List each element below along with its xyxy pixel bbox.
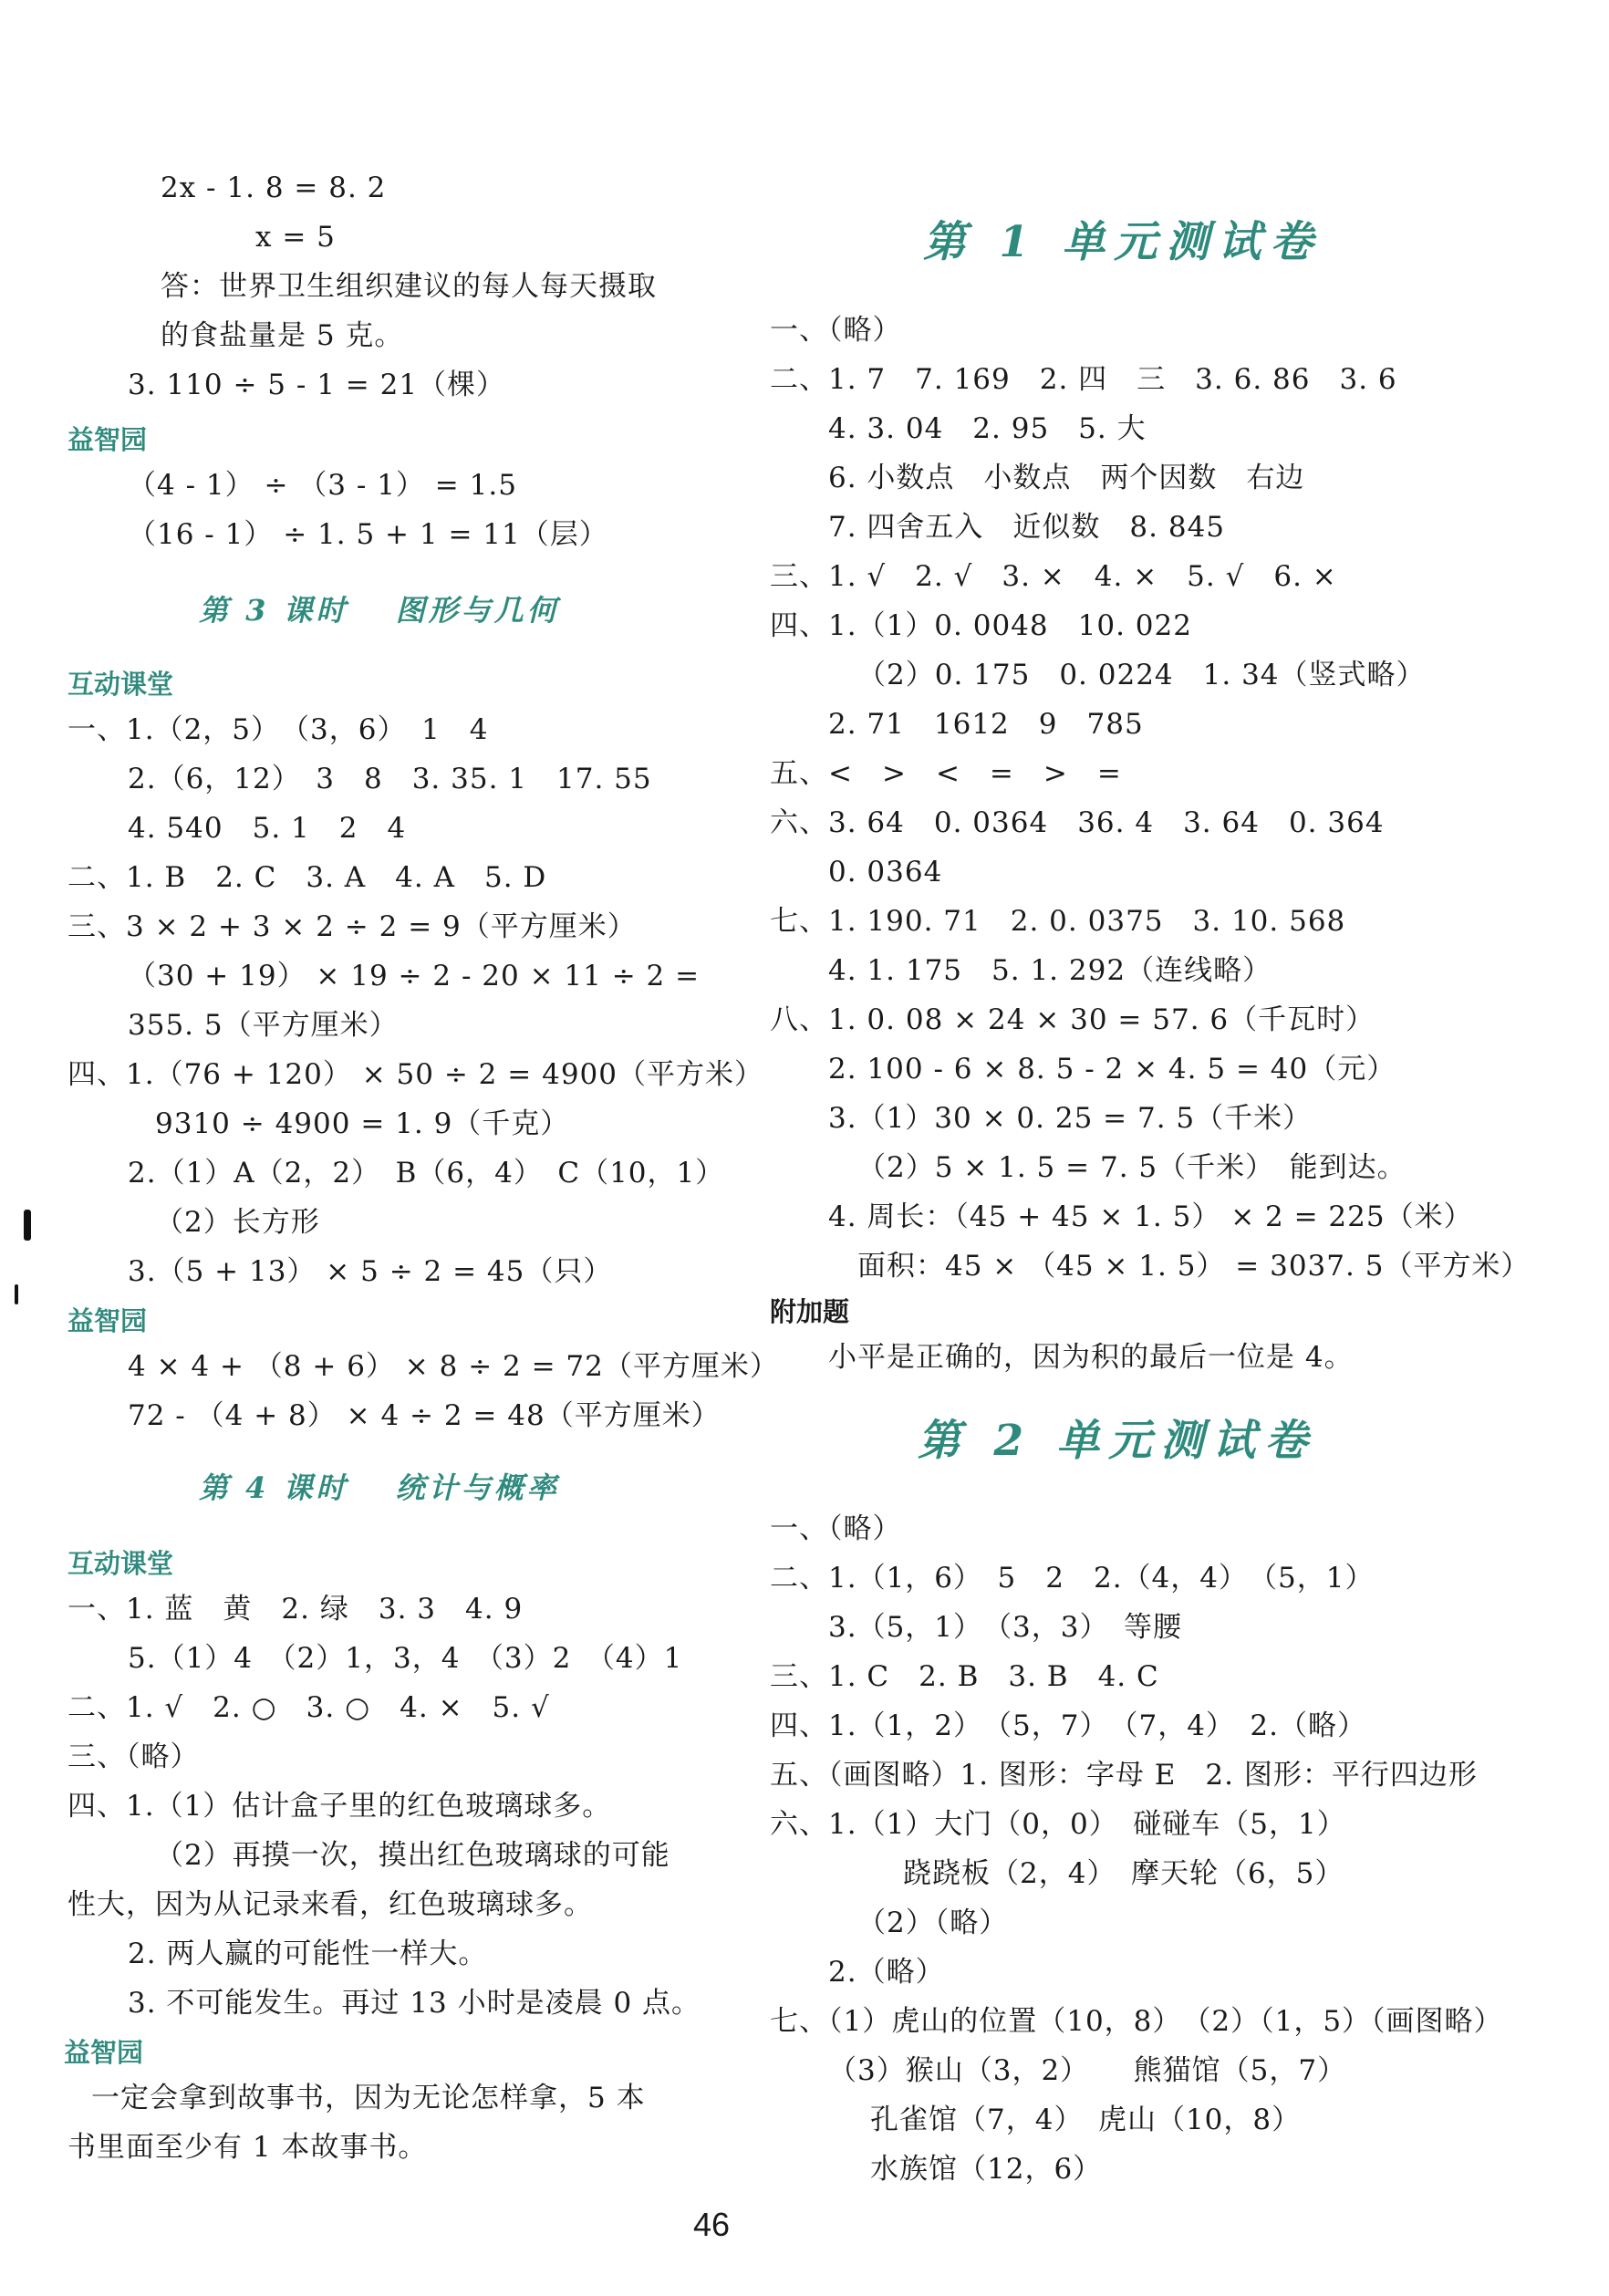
lesson-title: 第 3 课时 图形与几何	[199, 593, 560, 628]
answer-line: 5.（1）4 （2）1，3，4 （3）2 （4）1	[128, 1642, 683, 1675]
answer-line: 七、（1）虎山的位置（10，8） （2）（1，5）（画图略）	[770, 2005, 1503, 2038]
answer-line: 4. 540 5. 1 2 4	[128, 812, 407, 845]
answer-line: 3.（5 + 13） × 5 ÷ 2 = 45（只）	[128, 1255, 613, 1288]
answer-line: 五、（画图略）1. 图形：字母 E 2. 图形：平行四边形	[770, 1759, 1478, 1792]
answer-line: 72 - （4 + 8） × 4 ÷ 2 = 48（平方厘米）	[128, 1399, 721, 1432]
answer-line: 二、1. B 2. C 3. A 4. A 5. D	[67, 861, 547, 894]
answer-line: 4 × 4 + （8 + 6） × 8 ÷ 2 = 72（平方厘米）	[128, 1350, 779, 1383]
answer-line: （16 - 1） ÷ 1. 5 + 1 = 11（层）	[128, 518, 608, 551]
answer-line: 7. 四舍五入 近似数 8. 845	[828, 511, 1226, 544]
answer-line: （2）再摸一次，摸出红色玻璃球的可能	[155, 1839, 670, 1872]
answer-line: 一、（略）	[770, 1512, 902, 1545]
answer-line: （2）5 × 1. 5 = 7. 5（千米） 能到达。	[857, 1151, 1407, 1184]
answer-line: 4. 3. 04 2. 95 5. 大	[828, 412, 1147, 445]
answer-line: 跷跷板（2，4） 摩天轮（6，5）	[903, 1857, 1344, 1890]
answer-line: 6. 小数点 小数点 两个因数 右边	[828, 462, 1305, 494]
answer-line: 五、< > < = > =	[770, 757, 1122, 790]
answer-line: 3.（5，1） （3，3） 等腰	[828, 1611, 1182, 1644]
answer-line: 一、1. 蓝 黄 2. 绿 3. 3 4. 9	[67, 1593, 524, 1626]
answer-line: 三、1. √ 2. √ 3. × 4. × 5. √ 6. ×	[770, 560, 1337, 593]
answer-line: 四、1.（76 + 120） × 50 ÷ 2 = 4900（平方米）	[67, 1058, 763, 1091]
section-label-hudong: 互动课堂	[67, 669, 174, 700]
answer-line: 八、1. 0. 08 × 24 × 30 = 57. 6（千瓦时）	[770, 1003, 1375, 1036]
answer-line: 3.（1）30 × 0. 25 = 7. 5（千米）	[828, 1102, 1313, 1135]
answer-line: 二、1. √ 2. ○ 3. ○ 4. × 5. √	[67, 1691, 550, 1724]
answer-line: （2）（略）	[857, 1906, 1009, 1939]
answer-line: 性大，因为从记录来看，红色玻璃球多。	[67, 1888, 593, 1921]
answer-line: 三、3 × 2 + 3 × 2 ÷ 2 = 9（平方厘米）	[67, 910, 637, 943]
answer-line: 2. 两人赢的可能性一样大。	[128, 1938, 488, 1970]
answer-line: 四、1.（1）0. 0048 10. 022	[770, 609, 1192, 642]
lesson-title: 第 4 课时 统计与概率	[199, 1470, 560, 1505]
answer-line: （2）0. 175 0. 0224 1. 34（竖式略）	[857, 659, 1426, 691]
answer-line: 二、1.（1，6） 5 2 2.（4，4） （5，1）	[770, 1562, 1375, 1595]
answer-line: 答：世界卫生组织建议的每人每天摄取	[161, 270, 657, 303]
answer-line: 4. 周长：（45 + 45 × 1. 5） × 2 = 225（米）	[828, 1200, 1473, 1233]
answer-line: 2. 71 1612 9 785	[828, 708, 1144, 741]
unit-title: 第 1 单元测试卷	[923, 217, 1323, 267]
answer-line: 二、1. 7 7. 169 2. 四 三 3. 6. 86 3. 6	[770, 363, 1397, 396]
answer-line: 一、1.（2，5） （3，6） 1 4	[67, 713, 489, 746]
answer-line: 七、1. 190. 71 2. 0. 0375 3. 10. 568	[770, 905, 1346, 938]
section-label-hudong: 互动课堂	[67, 1548, 174, 1579]
answer-line: 3. 不可能发生。再过 13 小时是凌晨 0 点。	[128, 1987, 701, 2020]
answer-line: 小平是正确的，因为积的最后一位是 4。	[828, 1341, 1354, 1374]
scan-mark	[24, 1210, 31, 1241]
answer-line: 四、1.（1，2） （5，7） （7，4） 2.（略）	[770, 1709, 1366, 1742]
section-label-yizhi: 益智园	[64, 2037, 144, 2068]
answer-line: （2）长方形	[155, 1206, 320, 1239]
answer-line: （30 + 19） × 19 ÷ 2 - 20 × 11 ÷ 2 =	[128, 960, 701, 992]
answer-line: 书里面至少有 1 本故事书。	[67, 2131, 428, 2164]
answer-line: 六、3. 64 0. 0364 36. 4 3. 64 0. 364	[770, 806, 1385, 839]
answer-line: 3. 110 ÷ 5 - 1 = 21（棵）	[128, 369, 506, 401]
unit-title: 第 2 单元测试卷	[918, 1416, 1317, 1466]
answer-line: 2. 100 - 6 × 8. 5 - 2 × 4. 5 = 40（元）	[828, 1053, 1396, 1086]
answer-line: 4. 1. 175 5. 1. 292（连线略）	[828, 954, 1272, 987]
answer-line: （4 - 1） ÷ （3 - 1） = 1.5	[128, 469, 517, 502]
answer-line: （3）猴山（3，2） 熊猫馆（5，7）	[828, 2054, 1347, 2087]
answer-line: 2.（6，12） 3 8 3. 35. 1 17. 55	[128, 763, 652, 795]
answer-line: 面积：45 × （45 × 1. 5） = 3037. 5（平方米）	[857, 1250, 1531, 1283]
answer-line: 水族馆（12，6）	[870, 2153, 1103, 2186]
answer-line: 三、1. C 2. B 3. B 4. C	[770, 1660, 1159, 1693]
equation-line: x = 5	[255, 221, 336, 254]
answer-line: 一定会拿到故事书，因为无论怎样拿，5 本	[91, 2082, 646, 2114]
answer-line: 355. 5（平方厘米）	[128, 1009, 399, 1042]
equation-line: 2x - 1. 8 = 8. 2	[161, 171, 387, 204]
scan-mark	[15, 1284, 18, 1304]
answer-line: 的食盐量是 5 克。	[161, 319, 404, 352]
page-number: 46	[692, 2206, 731, 2243]
answer-line: 9310 ÷ 4900 = 1. 9（千克）	[155, 1107, 570, 1140]
section-label-extra: 附加题	[770, 1296, 850, 1327]
answer-line: 四、1.（1）估计盒子里的红色玻璃球多。	[67, 1790, 612, 1823]
answer-line: 2.（1）A（2，2） B（6，4） C（10，1）	[128, 1157, 725, 1190]
answer-line: 0. 0364	[828, 856, 943, 888]
answer-line: 孔雀馆（7，4） 虎山（10，8）	[870, 2104, 1302, 2136]
section-label-yizhi: 益智园	[67, 1305, 148, 1336]
answer-line: 三、（略）	[67, 1740, 200, 1773]
section-label-yizhi: 益智园	[67, 424, 148, 455]
answer-line: 六、1.（1）大门（0，0） 碰碰车（5，1）	[770, 1808, 1346, 1841]
answer-line: 一、（略）	[770, 314, 902, 347]
answer-line: 2.（略）	[828, 1956, 945, 1989]
